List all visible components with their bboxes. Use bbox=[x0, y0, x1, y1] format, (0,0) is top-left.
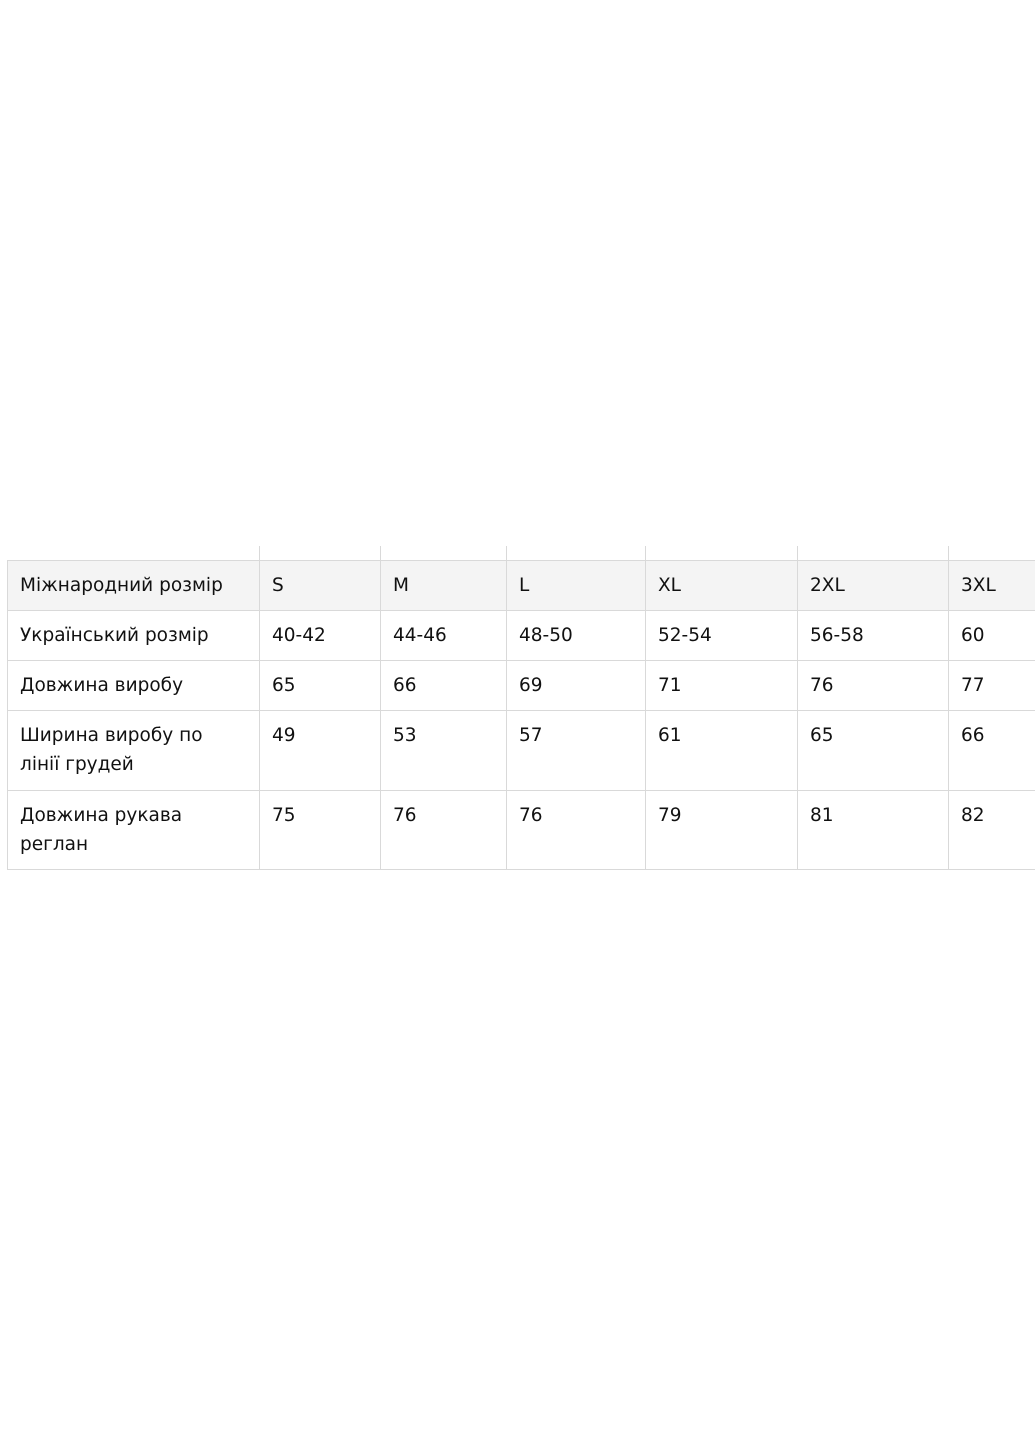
table-header-row bbox=[8, 561, 1035, 611]
table-cell: 65 bbox=[260, 661, 381, 711]
table-cell: 44-46 bbox=[381, 611, 507, 661]
table-row bbox=[8, 661, 1035, 711]
table-cell: 56-58 bbox=[798, 611, 949, 661]
table-cell: 52-54 bbox=[646, 611, 798, 661]
table-cell: 75 bbox=[260, 791, 381, 870]
table-cell: 82 bbox=[949, 791, 1035, 870]
row-label: Ширина виробу по лінії грудей bbox=[8, 711, 260, 791]
table-row bbox=[8, 791, 1035, 870]
row-label: Довжина виробу bbox=[8, 661, 260, 711]
table-cell: 61 bbox=[646, 711, 798, 791]
column-divider bbox=[380, 546, 381, 560]
size-header-l: L bbox=[507, 561, 646, 611]
table-cell: 71 bbox=[646, 661, 798, 711]
table-cell: 69 bbox=[507, 661, 646, 711]
size-header-2xl: 2XL bbox=[798, 561, 949, 611]
table-cell: 66 bbox=[381, 661, 507, 711]
size-header-m: M bbox=[381, 561, 507, 611]
table-cell: 66 bbox=[949, 711, 1035, 791]
column-divider bbox=[645, 546, 646, 560]
table-cell: 81 bbox=[798, 791, 949, 870]
table-cell: 77 bbox=[949, 661, 1035, 711]
table-cell: 76 bbox=[798, 661, 949, 711]
table-cell: 76 bbox=[381, 791, 507, 870]
size-table bbox=[7, 560, 1035, 870]
table-cell: 57 bbox=[507, 711, 646, 791]
table-cell: 48-50 bbox=[507, 611, 646, 661]
row-label: Міжнародний розмір bbox=[8, 561, 260, 611]
size-header-3xl: 3XL bbox=[949, 561, 1035, 611]
table-cell: 76 bbox=[507, 791, 646, 870]
row-label: Український розмір bbox=[8, 611, 260, 661]
table-row bbox=[8, 711, 1035, 791]
table-cell: 49 bbox=[260, 711, 381, 791]
column-divider bbox=[259, 546, 260, 560]
size-header-s: S bbox=[260, 561, 381, 611]
table-top-edge bbox=[7, 546, 1035, 560]
table-cell: 53 bbox=[381, 711, 507, 791]
column-divider bbox=[948, 546, 949, 560]
table-cell: 60 bbox=[949, 611, 1035, 661]
table-cell: 40-42 bbox=[260, 611, 381, 661]
table-cell: 79 bbox=[646, 791, 798, 870]
column-divider bbox=[797, 546, 798, 560]
size-header-xl: XL bbox=[646, 561, 798, 611]
row-label: Довжина рукава реглан bbox=[8, 791, 260, 870]
column-divider bbox=[506, 546, 507, 560]
table-cell: 65 bbox=[798, 711, 949, 791]
size-chart bbox=[7, 546, 1035, 870]
table-row bbox=[8, 611, 1035, 661]
